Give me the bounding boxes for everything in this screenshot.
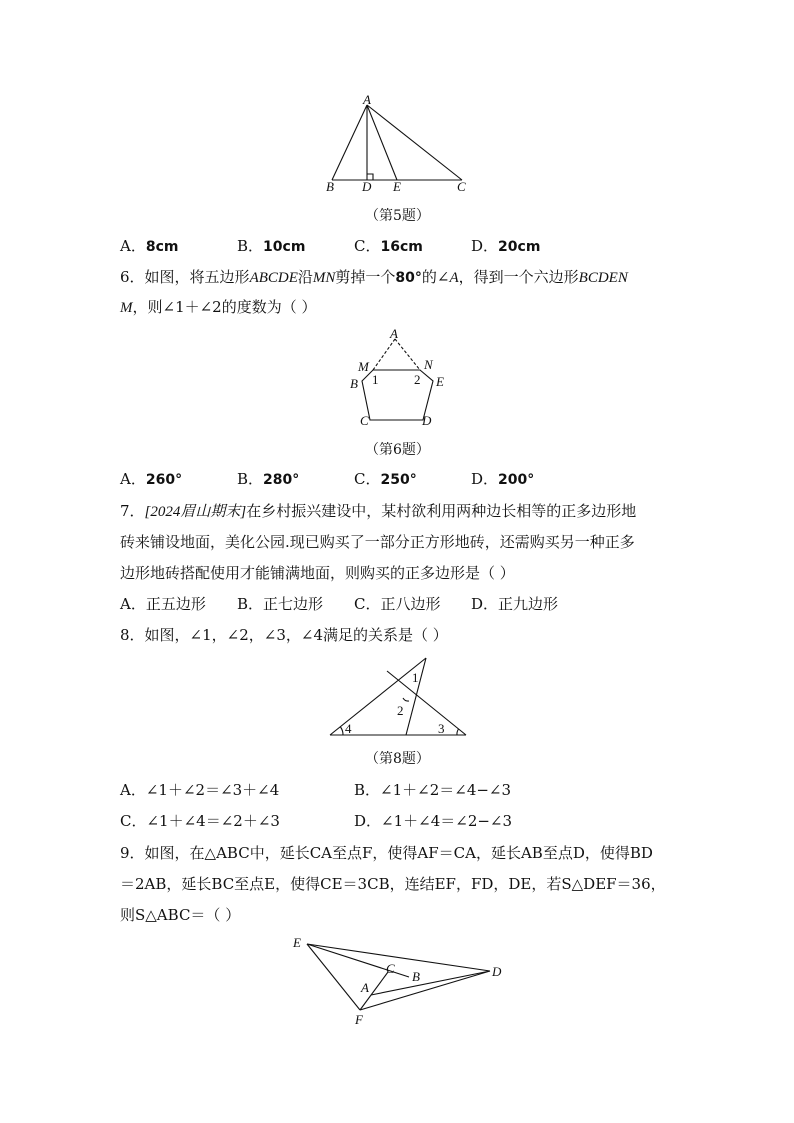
q7-option-a[interactable] bbox=[120, 594, 206, 614]
label-b: B bbox=[412, 969, 420, 984]
q7-option-c[interactable] bbox=[354, 594, 441, 614]
option-letter: A． bbox=[120, 781, 146, 799]
option-value: ∠1＋∠2＝∠3＋∠4 bbox=[145, 781, 280, 799]
label-e: E bbox=[293, 935, 301, 950]
angle-label-2: 2 bbox=[397, 703, 404, 718]
label-b: B bbox=[350, 376, 358, 391]
figure-caption-q8: （第8题） bbox=[365, 751, 430, 767]
angle-label-3: 3 bbox=[438, 721, 445, 736]
option-letter: D． bbox=[471, 237, 499, 255]
option-value: ∠1＋∠4＝∠2＋∠3 bbox=[146, 812, 280, 830]
q5-option-a[interactable] bbox=[120, 236, 178, 257]
label-e: E bbox=[393, 179, 401, 194]
q6-option-c[interactable] bbox=[354, 469, 417, 490]
option-letter: A． bbox=[120, 595, 146, 613]
option-value: 正八边形 bbox=[380, 595, 441, 613]
q9-stem-line2: ＝2AB，延长BC至点E，使得CE＝3CB，连结EF，FD，DE，若S△DEF＝36， bbox=[120, 875, 666, 893]
option-value: 8cm bbox=[145, 239, 179, 255]
angle-label-4: 4 bbox=[345, 721, 352, 736]
figure-caption-q6: （第6题） bbox=[365, 442, 430, 458]
label-d: D bbox=[422, 413, 432, 428]
option-letter: C． bbox=[354, 470, 381, 488]
q7-option-d[interactable] bbox=[471, 594, 558, 614]
option-value: 16cm bbox=[380, 239, 423, 255]
q6-stem-line2: M，则∠1＋∠2的度数为（ ） bbox=[120, 298, 317, 316]
q8-option-c[interactable] bbox=[120, 811, 280, 831]
option-letter: B． bbox=[237, 237, 264, 255]
label-a: A bbox=[390, 326, 398, 341]
q6-stem-line1: 6．如图，将五边形ABCDE沿MN剪掉一个80°的∠A，得到一个六边形BCDEN bbox=[120, 268, 628, 286]
label-c: C bbox=[360, 413, 369, 428]
q9-stem-line3: 则S△ABC＝（ ） bbox=[120, 906, 241, 924]
angle-label-1: 1 bbox=[372, 372, 379, 387]
option-value: 正七边形 bbox=[263, 595, 324, 613]
figure-q8 bbox=[325, 654, 475, 744]
q7-stem-line3: 边形地砖搭配使用才能铺满地面，则购买的正多边形是（ ） bbox=[120, 564, 515, 582]
q5-option-d[interactable] bbox=[471, 236, 540, 257]
crossing-triangles-diagram bbox=[325, 654, 475, 744]
option-value: 正九边形 bbox=[498, 595, 559, 613]
label-c: C bbox=[386, 961, 395, 976]
option-letter: B． bbox=[354, 781, 381, 799]
option-letter: D． bbox=[354, 812, 382, 830]
pentagon-cut-diagram bbox=[340, 325, 460, 435]
label-f: F bbox=[355, 1012, 363, 1027]
figure-q6 bbox=[340, 325, 460, 435]
label-d: D bbox=[492, 964, 502, 979]
option-letter: B． bbox=[237, 470, 264, 488]
option-value: 260° bbox=[145, 472, 183, 488]
label-m: M bbox=[358, 359, 369, 374]
option-value: ∠1＋∠4＝∠2−∠3 bbox=[381, 812, 513, 830]
q8-option-a[interactable] bbox=[120, 780, 279, 800]
angle-label-1: 1 bbox=[412, 670, 419, 685]
figure-caption-q5: （第5题） bbox=[365, 208, 430, 224]
q7-stem-line2: 砖来铺设地面，美化公园.现已购买了一部分正方形地砖，还需购买另一种正多 bbox=[120, 533, 635, 551]
q5-option-b[interactable] bbox=[237, 236, 305, 257]
option-value: 250° bbox=[380, 472, 417, 488]
q6-option-b[interactable] bbox=[237, 469, 299, 490]
label-n: N bbox=[424, 357, 433, 372]
triangle-abc-diagram bbox=[320, 92, 480, 202]
q7-option-b[interactable] bbox=[237, 594, 323, 614]
label-d: D bbox=[362, 179, 372, 194]
label-a: A bbox=[363, 92, 371, 107]
option-value: ∠1＋∠2＝∠4−∠3 bbox=[380, 781, 512, 799]
option-letter: C． bbox=[120, 812, 147, 830]
option-value: 200° bbox=[498, 472, 535, 488]
option-letter: C． bbox=[354, 237, 381, 255]
figure-q5 bbox=[320, 92, 480, 202]
option-letter: D． bbox=[471, 470, 499, 488]
q5-option-c[interactable] bbox=[354, 236, 423, 257]
option-value: 正五边形 bbox=[145, 595, 206, 613]
question-source: [2024眉山期末] bbox=[144, 504, 247, 520]
option-value: 20cm bbox=[498, 239, 541, 255]
q8-stem: 8．如图，∠1，∠2，∠3，∠4满足的关系是（ ） bbox=[120, 626, 448, 644]
q8-option-b[interactable] bbox=[354, 780, 511, 800]
q8-option-d[interactable] bbox=[354, 811, 512, 831]
label-e: E bbox=[436, 374, 444, 389]
extended-triangle-diagram bbox=[285, 930, 510, 1030]
option-letter: B． bbox=[237, 595, 264, 613]
q7-stem-line1: 7．[2024眉山期末]在乡村振兴建设中，某村欲利用两种边长相等的正多边形地 bbox=[120, 502, 637, 520]
option-letter: D． bbox=[471, 595, 499, 613]
option-value: 280° bbox=[263, 472, 300, 488]
angle-label-2: 2 bbox=[414, 372, 421, 387]
label-c: C bbox=[457, 179, 466, 194]
q9-stem-line1: 9．如图，在△ABC中，延长CA至点F，使得AF＝CA，延长AB至点D，使得BD bbox=[120, 844, 653, 862]
option-value: 10cm bbox=[263, 239, 306, 255]
option-letter: C． bbox=[354, 595, 381, 613]
label-a: A bbox=[361, 980, 369, 995]
option-letter: A． bbox=[120, 470, 146, 488]
q6-option-a[interactable] bbox=[120, 469, 182, 490]
label-b: B bbox=[326, 179, 334, 194]
figure-q9 bbox=[285, 930, 510, 1030]
option-letter: A． bbox=[120, 237, 146, 255]
q6-option-d[interactable] bbox=[471, 469, 534, 490]
